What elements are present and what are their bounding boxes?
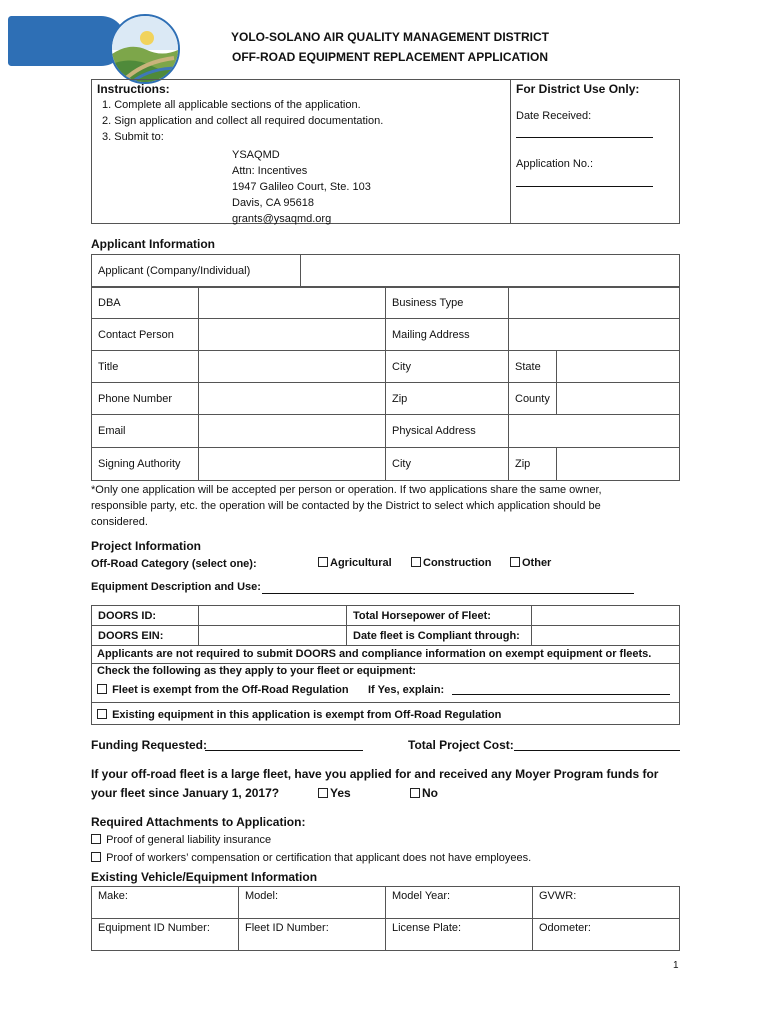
- dba-label: DBA: [92, 287, 199, 319]
- instructions-list: [102, 99, 383, 147]
- email-field[interactable]: [199, 415, 386, 448]
- no-label: No: [422, 786, 438, 800]
- fleet-exempt-option[interactable]: [97, 684, 349, 696]
- construction-option[interactable]: [411, 557, 491, 569]
- gvwr-field[interactable]: GVWR:: [533, 887, 680, 919]
- equipment-description-label: Equipment Description and Use:: [91, 581, 261, 593]
- signing-authority-label: Signing Authority: [92, 448, 199, 481]
- district-use-box: [510, 79, 680, 224]
- checkbox-icon[interactable]: [318, 788, 328, 798]
- attachment-workers-comp[interactable]: [91, 852, 531, 864]
- project-section-title: Project Information: [91, 539, 202, 553]
- state-field[interactable]: [556, 351, 679, 383]
- fleet-exempt-label: Fleet is exempt from the Off-Road Regulation: [112, 684, 349, 696]
- business-type-label: Business Type: [386, 287, 509, 319]
- zip2-label: Zip: [509, 448, 557, 481]
- instruction-item: 3. Submit to:: [102, 131, 164, 143]
- email-label: Email: [92, 415, 199, 448]
- contact-person-field[interactable]: [199, 319, 386, 351]
- divider: [91, 702, 680, 703]
- page-number: 1: [673, 960, 679, 971]
- instructions-title: Instructions:: [97, 82, 170, 96]
- equipment-description-field[interactable]: [262, 593, 634, 594]
- address-line: YSAQMD: [232, 149, 280, 161]
- county-label: County: [509, 383, 557, 415]
- date-compliant-field[interactable]: [532, 626, 680, 646]
- doors-id-field[interactable]: [199, 606, 347, 626]
- checkbox-icon[interactable]: [97, 684, 107, 694]
- district-title: YOLO-SOLANO AIR QUALITY MANAGEMENT DISTRICT: [231, 30, 549, 44]
- attachment-label: Proof of general liability insurance: [106, 834, 272, 846]
- doors-ein-field[interactable]: [199, 626, 347, 646]
- phone-field[interactable]: [199, 383, 386, 415]
- mailing-address-label: Mailing Address: [386, 319, 509, 351]
- fleet-id-field[interactable]: Fleet ID Number:: [239, 919, 386, 951]
- existing-exempt-label: Existing equipment in this application is exempt from Off-Road Regulation: [112, 709, 502, 721]
- if-yes-label: If Yes, explain:: [368, 684, 445, 696]
- county-field[interactable]: [556, 383, 679, 415]
- dba-field[interactable]: [199, 287, 386, 319]
- logo-band: [8, 16, 126, 66]
- contact-person-label: Contact Person: [92, 319, 199, 351]
- checkbox-icon[interactable]: [97, 709, 107, 719]
- exempt-note: Applicants are not required to submit DOORS and compliance information on exempt equipment or fleets.: [97, 648, 652, 660]
- doors-id-label: DOORS ID:: [92, 606, 199, 626]
- category-label: Off-Road Category (select one):: [91, 558, 257, 570]
- existing-vehicle-title: Existing Vehicle/Equipment Information: [91, 870, 318, 884]
- zip-label: Zip: [386, 383, 509, 415]
- construction-label: Construction: [423, 557, 492, 569]
- existing-exempt-option[interactable]: [97, 709, 501, 721]
- note-line: considered.: [91, 516, 148, 528]
- check-following-label: Check the following as they apply to your fleet or equipment:: [97, 665, 417, 677]
- title-field[interactable]: [199, 351, 386, 383]
- instruction-item: 1. Complete all applicable sections of the application.: [102, 99, 361, 111]
- existing-vehicle-table: [91, 886, 680, 951]
- checkbox-icon[interactable]: [410, 788, 420, 798]
- checkbox-icon[interactable]: [411, 557, 421, 567]
- checkbox-icon[interactable]: [91, 852, 101, 862]
- business-type-field[interactable]: [509, 287, 680, 319]
- note-line: responsible party, etc. the operation will be contacted by the District to select which application should be: [91, 500, 601, 512]
- agricultural-label: Agricultural: [330, 557, 392, 569]
- other-option[interactable]: [510, 557, 551, 569]
- odometer-field[interactable]: Odometer:: [533, 919, 680, 951]
- other-label: Other: [522, 557, 552, 569]
- moyer-no-option[interactable]: [410, 786, 438, 800]
- total-hp-field[interactable]: [532, 606, 680, 626]
- signing-authority-field[interactable]: [199, 448, 386, 481]
- form-title: OFF-ROAD EQUIPMENT REPLACEMENT APPLICATION: [232, 50, 548, 64]
- model-field[interactable]: Model:: [239, 887, 386, 919]
- state-label: State: [509, 351, 557, 383]
- city2-label: City: [386, 448, 509, 481]
- attachments-title: Required Attachments to Application:: [91, 815, 306, 829]
- zip2-field[interactable]: [556, 448, 679, 481]
- application-no-label: Application No.:: [516, 158, 594, 170]
- address-line: 1947 Galileo Court, Ste. 103: [232, 181, 371, 193]
- applicant-company-table: [91, 254, 680, 288]
- doors-ein-label: DOORS EIN:: [92, 626, 199, 646]
- address-line: Attn: Incentives: [232, 165, 308, 177]
- total-cost-label: Total Project Cost:: [408, 738, 514, 752]
- make-field[interactable]: Make:: [92, 887, 239, 919]
- address-line: Davis, CA 95618: [232, 197, 314, 209]
- applicant-section-title: Applicant Information: [91, 237, 215, 251]
- checkbox-icon[interactable]: [91, 834, 101, 844]
- attachment-label: Proof of workers’ compensation or certification that applicant does not have employees.: [106, 852, 532, 864]
- date-received-field[interactable]: [516, 137, 653, 138]
- title-label: Title: [92, 351, 199, 383]
- moyer-question-line2: your fleet since January 1, 2017?: [91, 786, 280, 800]
- funding-requested-label: Funding Requested:: [91, 738, 207, 752]
- if-yes-explain-field[interactable]: [452, 694, 670, 695]
- total-cost-field[interactable]: [514, 750, 680, 751]
- yes-label: Yes: [330, 786, 351, 800]
- city-label: City: [386, 351, 509, 383]
- doors-table: [91, 605, 680, 646]
- district-logo: [110, 14, 180, 84]
- checkbox-icon[interactable]: [318, 557, 328, 567]
- address-email: grants@ysaqmd.org: [232, 213, 332, 225]
- attachment-insurance[interactable]: [91, 834, 271, 846]
- phone-label: Phone Number: [92, 383, 199, 415]
- applicant-company-field[interactable]: [301, 255, 680, 288]
- checkbox-icon[interactable]: [510, 557, 520, 567]
- license-plate-field[interactable]: License Plate:: [386, 919, 533, 951]
- equipment-id-field[interactable]: Equipment ID Number:: [92, 919, 239, 951]
- date-compliant-label: Date fleet is Compliant through:: [347, 626, 532, 646]
- one-application-note: [91, 482, 691, 530]
- note-line: *Only one application will be accepted per person or operation. If two applications share the same owner,: [91, 484, 602, 496]
- date-received-label: Date Received:: [516, 110, 592, 122]
- moyer-yes-option[interactable]: [318, 786, 351, 800]
- submission-address: [232, 147, 371, 227]
- application-no-field[interactable]: [516, 186, 653, 187]
- physical-address-label: Physical Address: [386, 415, 509, 448]
- funding-requested-field[interactable]: [205, 750, 363, 751]
- total-hp-label: Total Horsepower of Fleet:: [347, 606, 532, 626]
- moyer-question-line1: If your off-road fleet is a large fleet, have you applied for and received any Moyer Program funds for: [91, 767, 659, 781]
- applicant-info-table: [91, 286, 680, 481]
- divider: [91, 663, 680, 664]
- district-use-title: For District Use Only:: [516, 82, 640, 96]
- physical-address-field[interactable]: [509, 415, 680, 448]
- applicant-company-label: Applicant (Company/Individual): [92, 255, 301, 288]
- logo-landscape-icon: [112, 16, 180, 84]
- agricultural-option[interactable]: [318, 557, 392, 569]
- model-year-field[interactable]: Model Year:: [386, 887, 533, 919]
- mailing-address-field[interactable]: [509, 319, 680, 351]
- instruction-item: 2. Sign application and collect all required documentation.: [102, 115, 384, 127]
